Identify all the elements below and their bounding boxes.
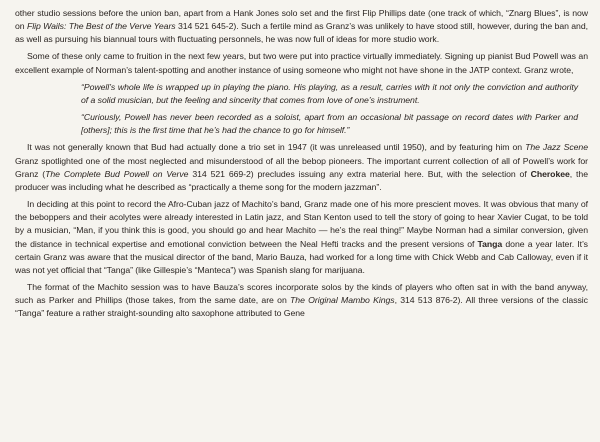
- quote-powell-1: “Powell’s whole life is wrapped up in playing the piano. His playing, as a result, carries with it not only the conviction and authority of a solid musician, but the feeling and sincerity that comes from love of one’s instrument.: [81, 81, 578, 105]
- paragraph-5-text-a: The format of the Machito session was to have Bauza’s scores incorporate solos by the kinds of players who often sat in with the band anyway, such as Parker and Phillips (those takes, from the same date, are on: [15, 281, 588, 306]
- paragraph-5: [15, 281, 588, 320]
- paragraph-3-text-c: 314 521 669-2) precludes issuing any extra material here. But, with the selection of: [188, 168, 531, 179]
- paragraph-3-text-a: It was not generally known that Bud had actually done a trio set in 1947 (it was unreleased until 1950), and by featuring him on: [27, 142, 526, 153]
- paragraph-3-text-b: Granz spotlighted one of the most neglected and misunderstood of all the bebop pioneers. The important current collection of all of Powell’s work for Granz (: [15, 155, 588, 179]
- paragraph-3: [15, 141, 588, 194]
- album-title-jazz-scene: The Jazz Scene: [525, 142, 588, 153]
- tune-title-tanga: Tanga: [477, 238, 503, 249]
- paragraph-1-text-b: 314 521 645-2). Such a fertile mind as Granz’s was unlikely to have stood still, however, during the ban and, as well as pursuing his biannual tours with fluctuating personnels, he was now full of ideas for more studio work.: [15, 21, 588, 45]
- album-title-flip-wails: Flip Wails: The Best of the Verve Years: [26, 21, 176, 32]
- paragraph-3-text-d: , the producer was including what he described as “practically a theme song for the modern jazzman”.: [15, 168, 588, 192]
- paragraph-5-text-b: , 314 513 876-2). All three versions of the classic “Tanga” feature a rather straight-sounding alto saxophone attributed to Gene: [15, 295, 588, 319]
- paragraph-1: [15, 7, 588, 46]
- paragraph-4-text-b: done a year later. It’s certain Granz was aware that the musical director of the band, Mario Bauza, had worked for a long time with Chick Webb and Cab Calloway, even if it was not yet official that “Tanga” (like Gillespie’s “Manteca”) was Spanish slang for marijuana.: [15, 238, 588, 275]
- album-title-complete-bud-powell: The Complete Bud Powell on Verve: [45, 168, 189, 179]
- paragraph-4: [15, 198, 588, 277]
- paragraph-1-text-a: other studio sessions before the union ban, apart from a Hank Jones solo set and the first Flip Phillips date (one track of which, “Znarg Blues”, is now on: [15, 8, 588, 32]
- tune-title-cherokee: Cherokee: [530, 168, 570, 179]
- paragraph-2: Some of these only came to fruition in the next few years, but two were put into practice virtually immediately. Signing up pianist Bud Powell was an excellent example of Norman’s talent-spotting and another instance of using someone who might not have shone in the JATP context. Granz wrote,: [15, 51, 588, 75]
- quote-powell-2: “Curiously, Powell has never been recorded as a soloist, apart from an occasional bit passage on record dates with Parker and [others]; this is the first time that he’s had the chance to go for himself.”: [81, 112, 578, 136]
- paragraph-4-text-a: In deciding at this point to record the Afro-Cuban jazz of Machito’s band, Granz made one of his more prescient moves. It was obvious that many of the beboppers and their acolytes were already interested in Latin jazz, and Stan Kenton used to tell the story of going to hear Xavier Cugat, to be told by a musician, “Man, if you think this is good, you should go and hear Machito — he’s the real thing!” Maybe Norman had a similar conversion, given the distance in technical expertise and emotional conviction between the Neal Hefti tracks and the present versions of: [15, 199, 588, 249]
- album-title-original-mambo-kings: The Original Mambo Kings: [290, 295, 395, 306]
